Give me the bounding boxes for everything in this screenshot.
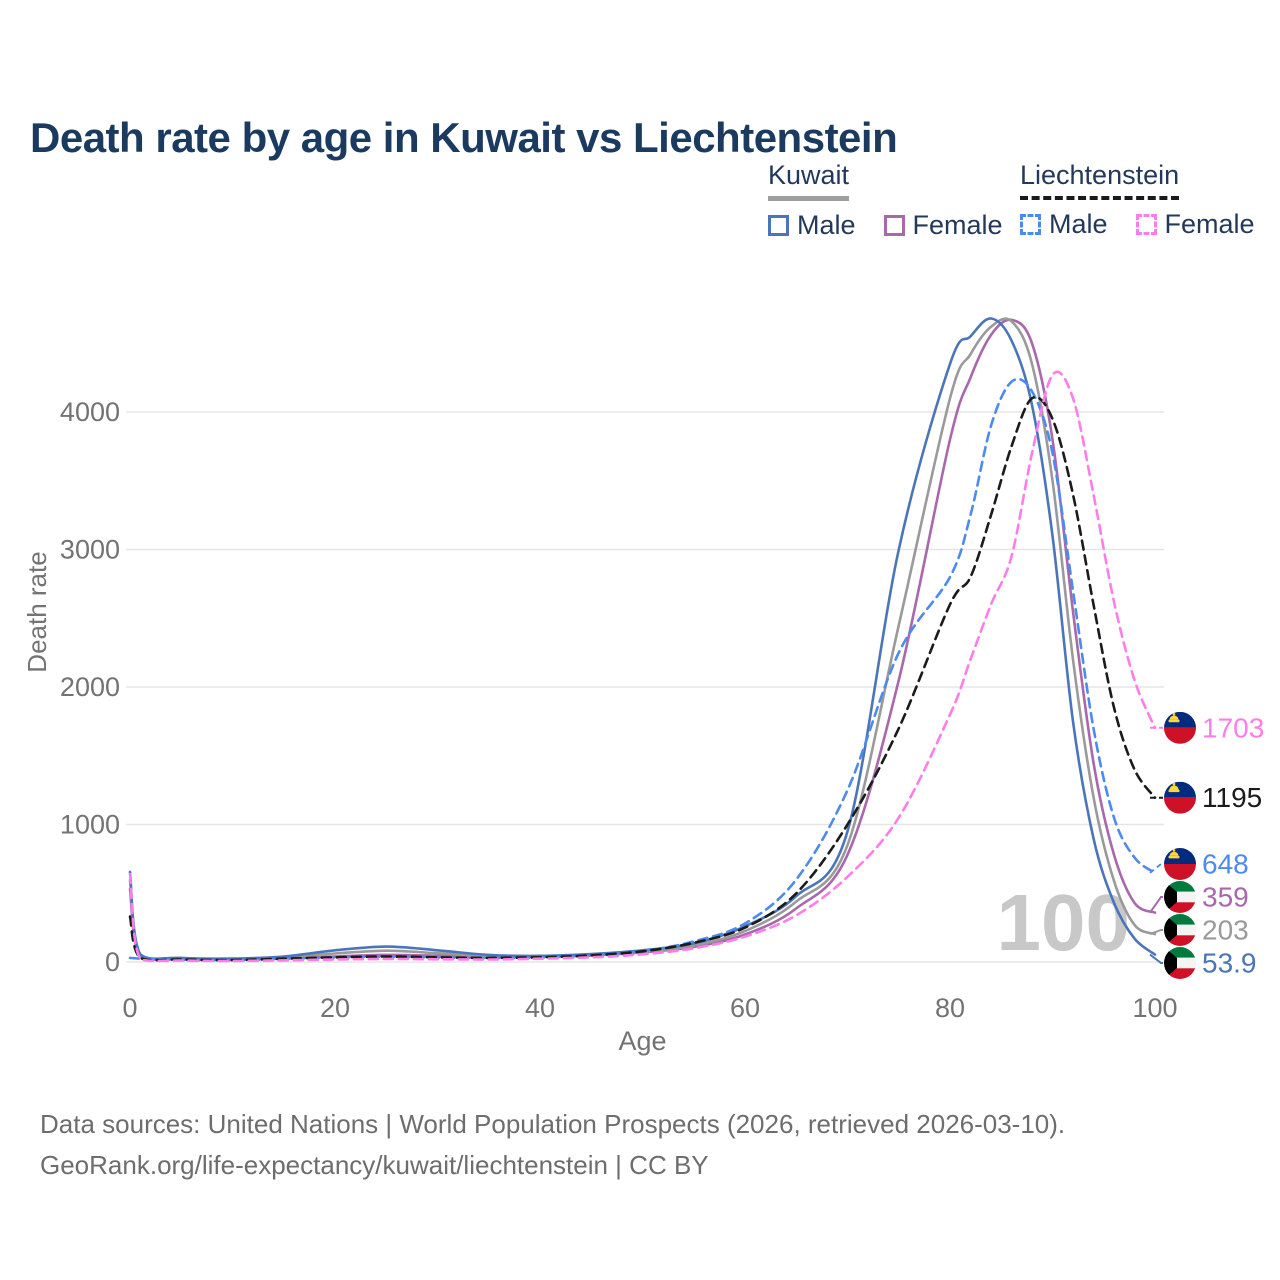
legend-item-liechtenstein-male[interactable] (1020, 209, 1108, 240)
x-tick-label: 100 (1132, 993, 1178, 1023)
flag-crown-knob (1173, 849, 1176, 852)
flag-blue-band (1164, 712, 1196, 728)
data-sources-footer (40, 1104, 1065, 1186)
legend-item-kuwait-female[interactable] (884, 210, 1003, 241)
series-line-kuwait-male[interactable] (130, 318, 1155, 958)
legend-group-kuwait (768, 160, 1003, 241)
legend-header-kuwait[interactable]: Kuwait (768, 160, 849, 201)
end-value-label-liechtenstein: 1195 (1202, 782, 1263, 814)
flag-crown-knob (1173, 783, 1176, 786)
x-tick-label: 0 (122, 993, 138, 1023)
leader-line (1150, 897, 1163, 913)
kuwait-male-swatch-icon (768, 215, 789, 236)
y-tick-label: 2000 (59, 672, 120, 702)
y-tick-label: 3000 (59, 534, 120, 565)
liechtenstein-male-swatch-icon (1020, 214, 1041, 235)
end-value-label-kuwait: 203 (1202, 914, 1249, 946)
page-title: Death rate by age in Kuwait vs Liechtenstein (30, 114, 898, 162)
series-line-liechtenstein[interactable] (130, 397, 1155, 960)
x-tick-label: 40 (524, 993, 556, 1023)
leader-line (1150, 864, 1163, 873)
flag-icon-liechtenstein (1164, 782, 1196, 814)
flag-icon-kuwait (1164, 947, 1196, 979)
end-value-label-kuwait-female: 359 (1202, 881, 1249, 913)
x-axis-title: Age (618, 1026, 667, 1056)
liechtenstein-female-swatch-icon (1136, 214, 1157, 235)
leader-line (1150, 930, 1163, 934)
end-value-label-liechtenstein-male: 648 (1202, 848, 1249, 880)
x-tick-label: 20 (319, 993, 351, 1023)
flag-crown-base (1169, 720, 1180, 723)
flag-crown-base (1169, 789, 1180, 792)
footer-license-line[interactable]: GeoRank.org/life-expectancy/kuwait/liechtenstein | CC BY (40, 1150, 709, 1180)
legend-header-liechtenstein[interactable]: Liechtenstein (1020, 160, 1179, 200)
flag-crown-knob (1173, 713, 1176, 716)
flag-icon-liechtenstein (1164, 712, 1196, 744)
x-tick-label: 60 (729, 993, 761, 1023)
y-tick-label: 1000 (59, 809, 120, 840)
kuwait-female-swatch-icon (884, 215, 905, 236)
series-line-kuwait-female[interactable] (130, 320, 1155, 960)
series-line-liechtenstein-male[interactable] (130, 379, 1155, 960)
watermark-age-counter: 100 (996, 878, 1130, 967)
series-line-liechtenstein-female[interactable] (130, 372, 1155, 961)
legend-label: Female (1164, 209, 1255, 239)
y-tick-label: 4000 (59, 397, 120, 427)
flag-red-band (1164, 798, 1196, 814)
flag-red-band (1164, 864, 1196, 880)
footer-sources-line: Data sources: United Nations | World Population Prospects (2026, retrieved 2026-03-10). (40, 1109, 1066, 1139)
end-value-label-liechtenstein-female: 1703 (1202, 712, 1265, 744)
flag-crown-base (1169, 856, 1180, 859)
end-value-label-kuwait-male: 53.9 (1202, 947, 1257, 979)
legend-row-kuwait (768, 210, 1003, 241)
flag-icon-liechtenstein (1164, 848, 1196, 880)
flag-blue-band (1164, 848, 1196, 864)
flag-icon-kuwait (1164, 914, 1196, 946)
legend-label: Male (1049, 209, 1108, 239)
legend-label: Male (797, 210, 856, 240)
y-tick-label: 0 (104, 947, 120, 977)
flag-icon-kuwait (1164, 881, 1196, 913)
flag-red-band (1164, 728, 1196, 744)
legend-label: Female (912, 210, 1003, 240)
legend-item-liechtenstein-female[interactable] (1136, 209, 1255, 240)
legend-item-kuwait-male[interactable] (768, 210, 856, 241)
y-axis-title: Death rate (22, 551, 52, 673)
flag-blue-band (1164, 782, 1196, 798)
x-tick-label: 80 (934, 993, 966, 1023)
series-line-kuwait[interactable] (130, 319, 1155, 960)
legend-row-liechtenstein (1020, 209, 1255, 240)
legend-group-liechtenstein (1020, 160, 1255, 240)
